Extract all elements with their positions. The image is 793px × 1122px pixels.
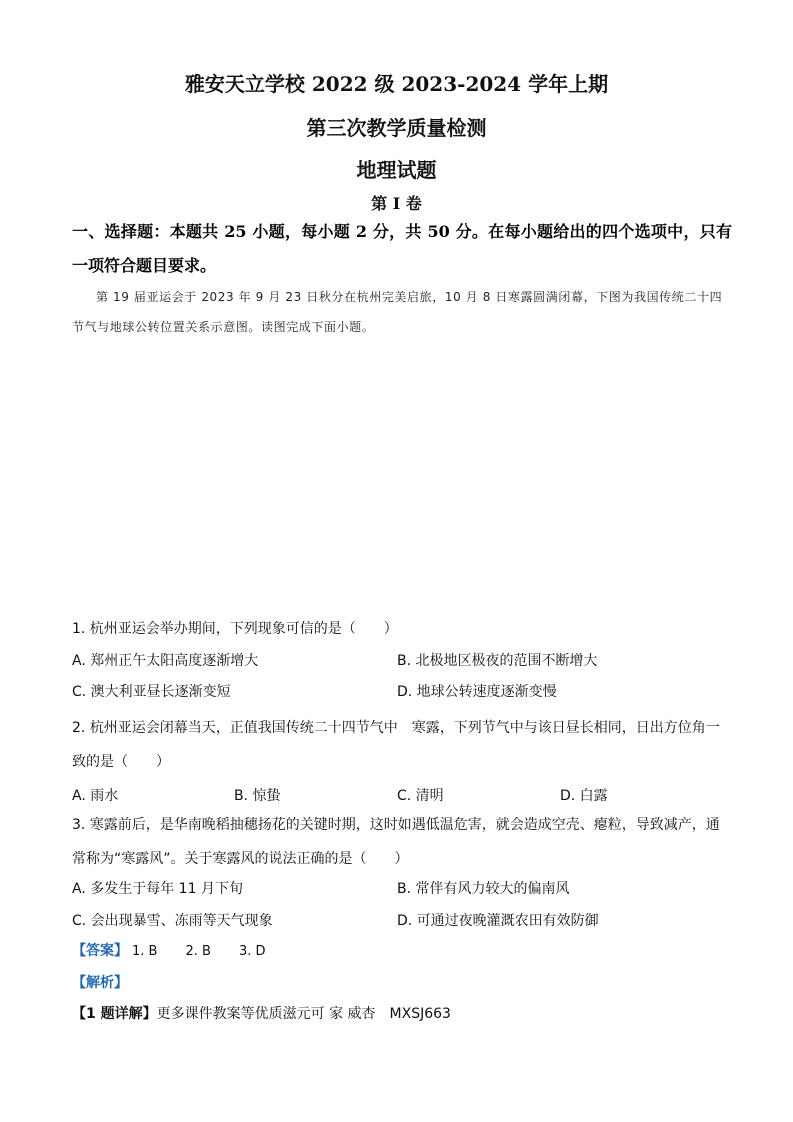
answer-item-3: 3. D bbox=[238, 944, 266, 959]
detail-line bbox=[72, 1003, 451, 1023]
figure-placeholder bbox=[72, 350, 726, 600]
question-1-option-a: A. 郑州正午太阳高度逐渐增大 bbox=[72, 653, 259, 669]
question-2-option-b: B. 惊蛰 bbox=[234, 788, 281, 804]
exam-title: 第三次教学质量检测 bbox=[306, 116, 487, 140]
question-1-option-c: C. 澳大利亚昼长逐渐变短 bbox=[72, 684, 231, 700]
volume-title: 第 I 卷 bbox=[371, 194, 422, 213]
question-3-option-a: A. 多发生于每年 11 月下旬 bbox=[72, 881, 243, 897]
question-2-stem: 2. 杭州亚运会闭幕当天，正值我国传统二十四节气中 寒露，下列节气中与该日昼长相同，日出方位角一致的是（ ） bbox=[72, 720, 720, 770]
question-1-stem: 1. 杭州亚运会举办期间，下列现象可信的是（ ） bbox=[72, 621, 398, 637]
question-1-option-b: B. 北极地区极夜的范围不断增大 bbox=[397, 653, 598, 669]
question-3-option-c: C. 会出现暴雪、冻雨等天气现象 bbox=[72, 913, 273, 929]
section-heading: 一、选择题：本题共 25 小题，每小题 2 分，共 50 分。在每小题给出的四个选项中，只有一项符合题目要求。 bbox=[72, 222, 732, 275]
answer-line bbox=[72, 940, 265, 960]
question-3-stem: 3. 寒露前后，是华南晚稻抽穗扬花的关键时期，这时如遇低温危害，就会造成空壳、瘪粒，导致减产，通常称为“寒露风”。关于寒露风的说法正确的是（ ） bbox=[72, 817, 720, 867]
question-3-option-b: B. 常伴有风力较大的偏南风 bbox=[397, 881, 570, 897]
answer-item-2: 2. B bbox=[185, 944, 211, 959]
answer-item-1: 1. B bbox=[132, 944, 158, 959]
question-2-option-d: D. 白露 bbox=[560, 788, 608, 804]
analysis-line bbox=[72, 972, 128, 992]
subject-title: 地理试题 bbox=[356, 158, 437, 182]
detail-label: 【1 题详解】 bbox=[72, 1006, 157, 1022]
question-2-option-a: A. 雨水 bbox=[72, 788, 119, 804]
answer-label: 【答案】 bbox=[72, 943, 128, 959]
school-title: 雅安天立学校 2022 级 2023-2024 学年上期 bbox=[184, 72, 609, 96]
question-1-option-d: D. 地球公转速度逐渐变慢 bbox=[397, 684, 557, 700]
question-3-option-d: D. 可通过夜晚灌溉农田有效防御 bbox=[397, 913, 599, 929]
question-2-option-c: C. 清明 bbox=[397, 788, 444, 804]
detail-text: 更多课件教案等优质滋元可 家 威杏 MXSJ663 bbox=[156, 1006, 451, 1022]
analysis-label: 【解析】 bbox=[72, 975, 128, 991]
intro-paragraph: 第 19 届亚运会于 2023 年 9 月 23 日秋分在杭州完美启旅，10 月 8 日寒露圆满闭幕，下图为我国传统二十四节气与地球公转位置关系示意图。读图完成下面小题。 bbox=[72, 290, 723, 334]
